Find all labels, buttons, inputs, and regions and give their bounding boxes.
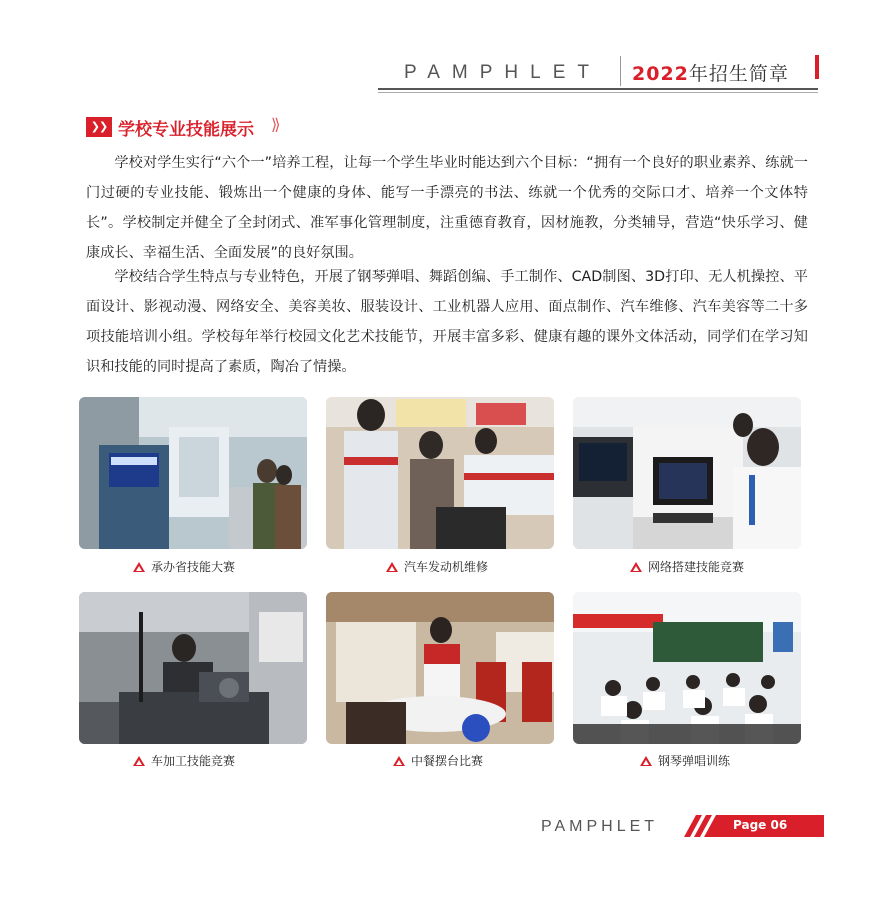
chevron-right-icon: ⟩⟩ — [271, 115, 278, 134]
triangle-icon — [386, 562, 398, 572]
header-pamphlet-word: PAMPHLET — [404, 62, 602, 83]
photo-network-lab — [573, 397, 801, 549]
paragraph-1: 学校对学生实行“六个一”培养工程，让每一个学生毕业时能达到六个目标：“拥有一个良好的职业素养、练就一门过硬的专业技能、锻炼出一个健康的身体、能写一手漂亮的书法、练就一个优秀的交际口才、培养一个文体特长”。学校制定并健全了全封闭式、准军事化管理制度，注重德育教育，因材施教，分类辅导，营造“快乐学习、健康成长、幸福生活、全面发展”的良好氛围。 — [86, 155, 808, 261]
photo-engine-repair — [326, 397, 554, 549]
header-rule-light — [378, 92, 818, 93]
header-rule — [378, 88, 818, 90]
triangle-icon — [630, 562, 642, 572]
page-number: Page 06 — [733, 818, 788, 832]
header-title — [632, 59, 789, 86]
double-chevron-icon: ❯❯ — [86, 117, 112, 137]
header-separator — [620, 56, 621, 86]
triangle-icon — [133, 562, 145, 572]
caption-5: 中餐摆台比赛 — [393, 752, 483, 769]
photo-table-setting — [326, 592, 554, 744]
caption-4: 车加工技能竞赛 — [133, 752, 235, 769]
header-title-tail: 年招生简章 — [688, 63, 789, 85]
caption-3: 网络搭建技能竞赛 — [630, 558, 744, 575]
photo-skills-contest — [79, 397, 307, 549]
paragraph-2: 学校结合学生特点与专业特色，开展了钢琴弹唱、舞蹈创编、手工制作、CAD制图、3D打印、无人机操控、平面设计、影视动漫、网络安全、美容美妆、服装设计、工业机器人应用、面点制作、汽车维修、汽车美容等二十多项技能培训小组。学校每年举行校园文化艺术技能节，开展丰富多彩、健康有趣的课外文体活动，同学们在学习知识和技能的同时提高了素质，陶冶了情操。 — [86, 269, 808, 375]
photo-lathe-machining — [79, 592, 307, 744]
triangle-icon — [393, 756, 405, 766]
caption-1: 承办省技能大赛 — [133, 558, 235, 575]
photo-piano-class — [573, 592, 801, 744]
triangle-icon — [133, 756, 145, 766]
header-accent-bar — [815, 55, 819, 79]
caption-6: 钢琴弹唱训练 — [640, 752, 730, 769]
header-title-year: 2022 — [632, 63, 689, 85]
footer-pamphlet-word: PAMPHLET — [541, 818, 659, 835]
triangle-icon — [640, 756, 652, 766]
section-title: 学校专业技能展示 — [118, 120, 254, 140]
caption-2: 汽车发动机维修 — [386, 558, 488, 575]
